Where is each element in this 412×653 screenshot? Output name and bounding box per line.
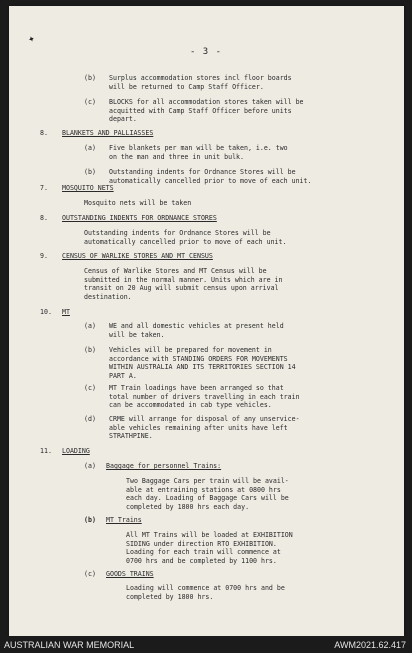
section-heading: CENSUS OF WARLIKE STORES AND MT CENSUS	[62, 252, 213, 260]
item-label: (c)	[84, 570, 96, 578]
section-heading: MOSQUITO NETS	[62, 184, 114, 192]
item-text: BLOCKS for all accommodation stores taken will be acquitted with Camp Staff Officer before units depart.	[109, 98, 304, 124]
item-text: CRME will arrange for disposal of any unservice- able vehicles remaining after units have left STRATHPINE.	[109, 415, 300, 441]
section-heading: LOADING	[62, 447, 90, 455]
item-text: All MT Trains will be loaded at EXHIBITION SIDING under direction RTO EXHIBITION. Loading for each train will commence at 0700 hrs and be completed by 1100 hrs.	[126, 531, 293, 565]
item-label: (b)	[84, 74, 96, 82]
section-text: Census of Warlike Stores and MT Census will be submitted in the normal manner. Units which are in transit on 20 Aug will submit census upon arrival destination.	[84, 267, 283, 301]
item-label: (a)	[84, 144, 96, 152]
section-number: 7.	[40, 184, 48, 192]
item-label: (c)	[84, 98, 96, 106]
section-heading: BLANKETS AND PALLIASSES	[62, 129, 154, 137]
item-text: Vehicles will be prepared for movement in accordance with STANDING ORDERS FOR MOVEMENTS WITHIN AUSTRALIA AND ITS TERRITORIES SECTION 14 PART A.	[109, 346, 296, 380]
item-label: (b)	[84, 168, 96, 176]
item-heading: GOODS TRAINS	[106, 570, 154, 578]
item-text: Five blankets per man will be taken, i.e. two on the man and three in unit bulk.	[109, 144, 288, 161]
item-text: MT Train loadings have been arranged so that total number of drivers travelling in each train can be accommodated in cab type vehicles.	[109, 384, 300, 410]
footer-reference: AWM2021.62.417	[334, 640, 406, 650]
page-number: - 3 -	[189, 47, 223, 57]
section-heading: MT	[62, 308, 70, 316]
item-text: Loading will commence at 0700 hrs and be completed by 1800 hrs.	[126, 584, 285, 601]
item-heading: MT Trains	[106, 516, 142, 524]
item-text: Outstanding indents for Ordnance Stores will be automatically cancelled prior to move of each unit.	[109, 168, 312, 185]
section-number: 8.	[40, 214, 48, 222]
item-label: (b)	[84, 516, 96, 524]
section-number: 10.	[40, 308, 52, 316]
item-label: (c)	[84, 384, 96, 392]
section-number: 9.	[40, 252, 48, 260]
item-label: (a)	[84, 462, 96, 470]
item-heading: Baggage for personnel Trains:	[106, 462, 222, 470]
item-label: (d)	[84, 415, 96, 423]
section-text: Mosquito nets will be taken	[84, 199, 192, 207]
section-number: 8.	[40, 129, 48, 137]
footer-source: AUSTRALIAN WAR MEMORIAL	[4, 640, 135, 650]
item-text: Surplus accommodation stores incl floor boards will be returned to Camp Staff Officer.	[109, 74, 292, 91]
section-text: Outstanding indents for Ordnance Stores will be automatically cancelled prior to move of each unit.	[84, 229, 287, 246]
corner-mark-icon: ✦	[25, 31, 37, 46]
footer-bar	[0, 636, 412, 653]
item-label: (b)	[84, 346, 96, 354]
section-heading: OUTSTANDING INDENTS FOR ORDNANCE STORES	[62, 214, 217, 222]
section-number: 11.	[40, 447, 52, 455]
item-text: WE and all domestic vehicles at present held will be taken.	[109, 322, 284, 339]
item-text: Two Baggage Cars per train will be avail- able at entraining stations at 0800 hrs each day. Loading of Baggage Cars will be completed by 1800 hrs each day.	[126, 477, 289, 511]
item-label: (a)	[84, 322, 96, 330]
